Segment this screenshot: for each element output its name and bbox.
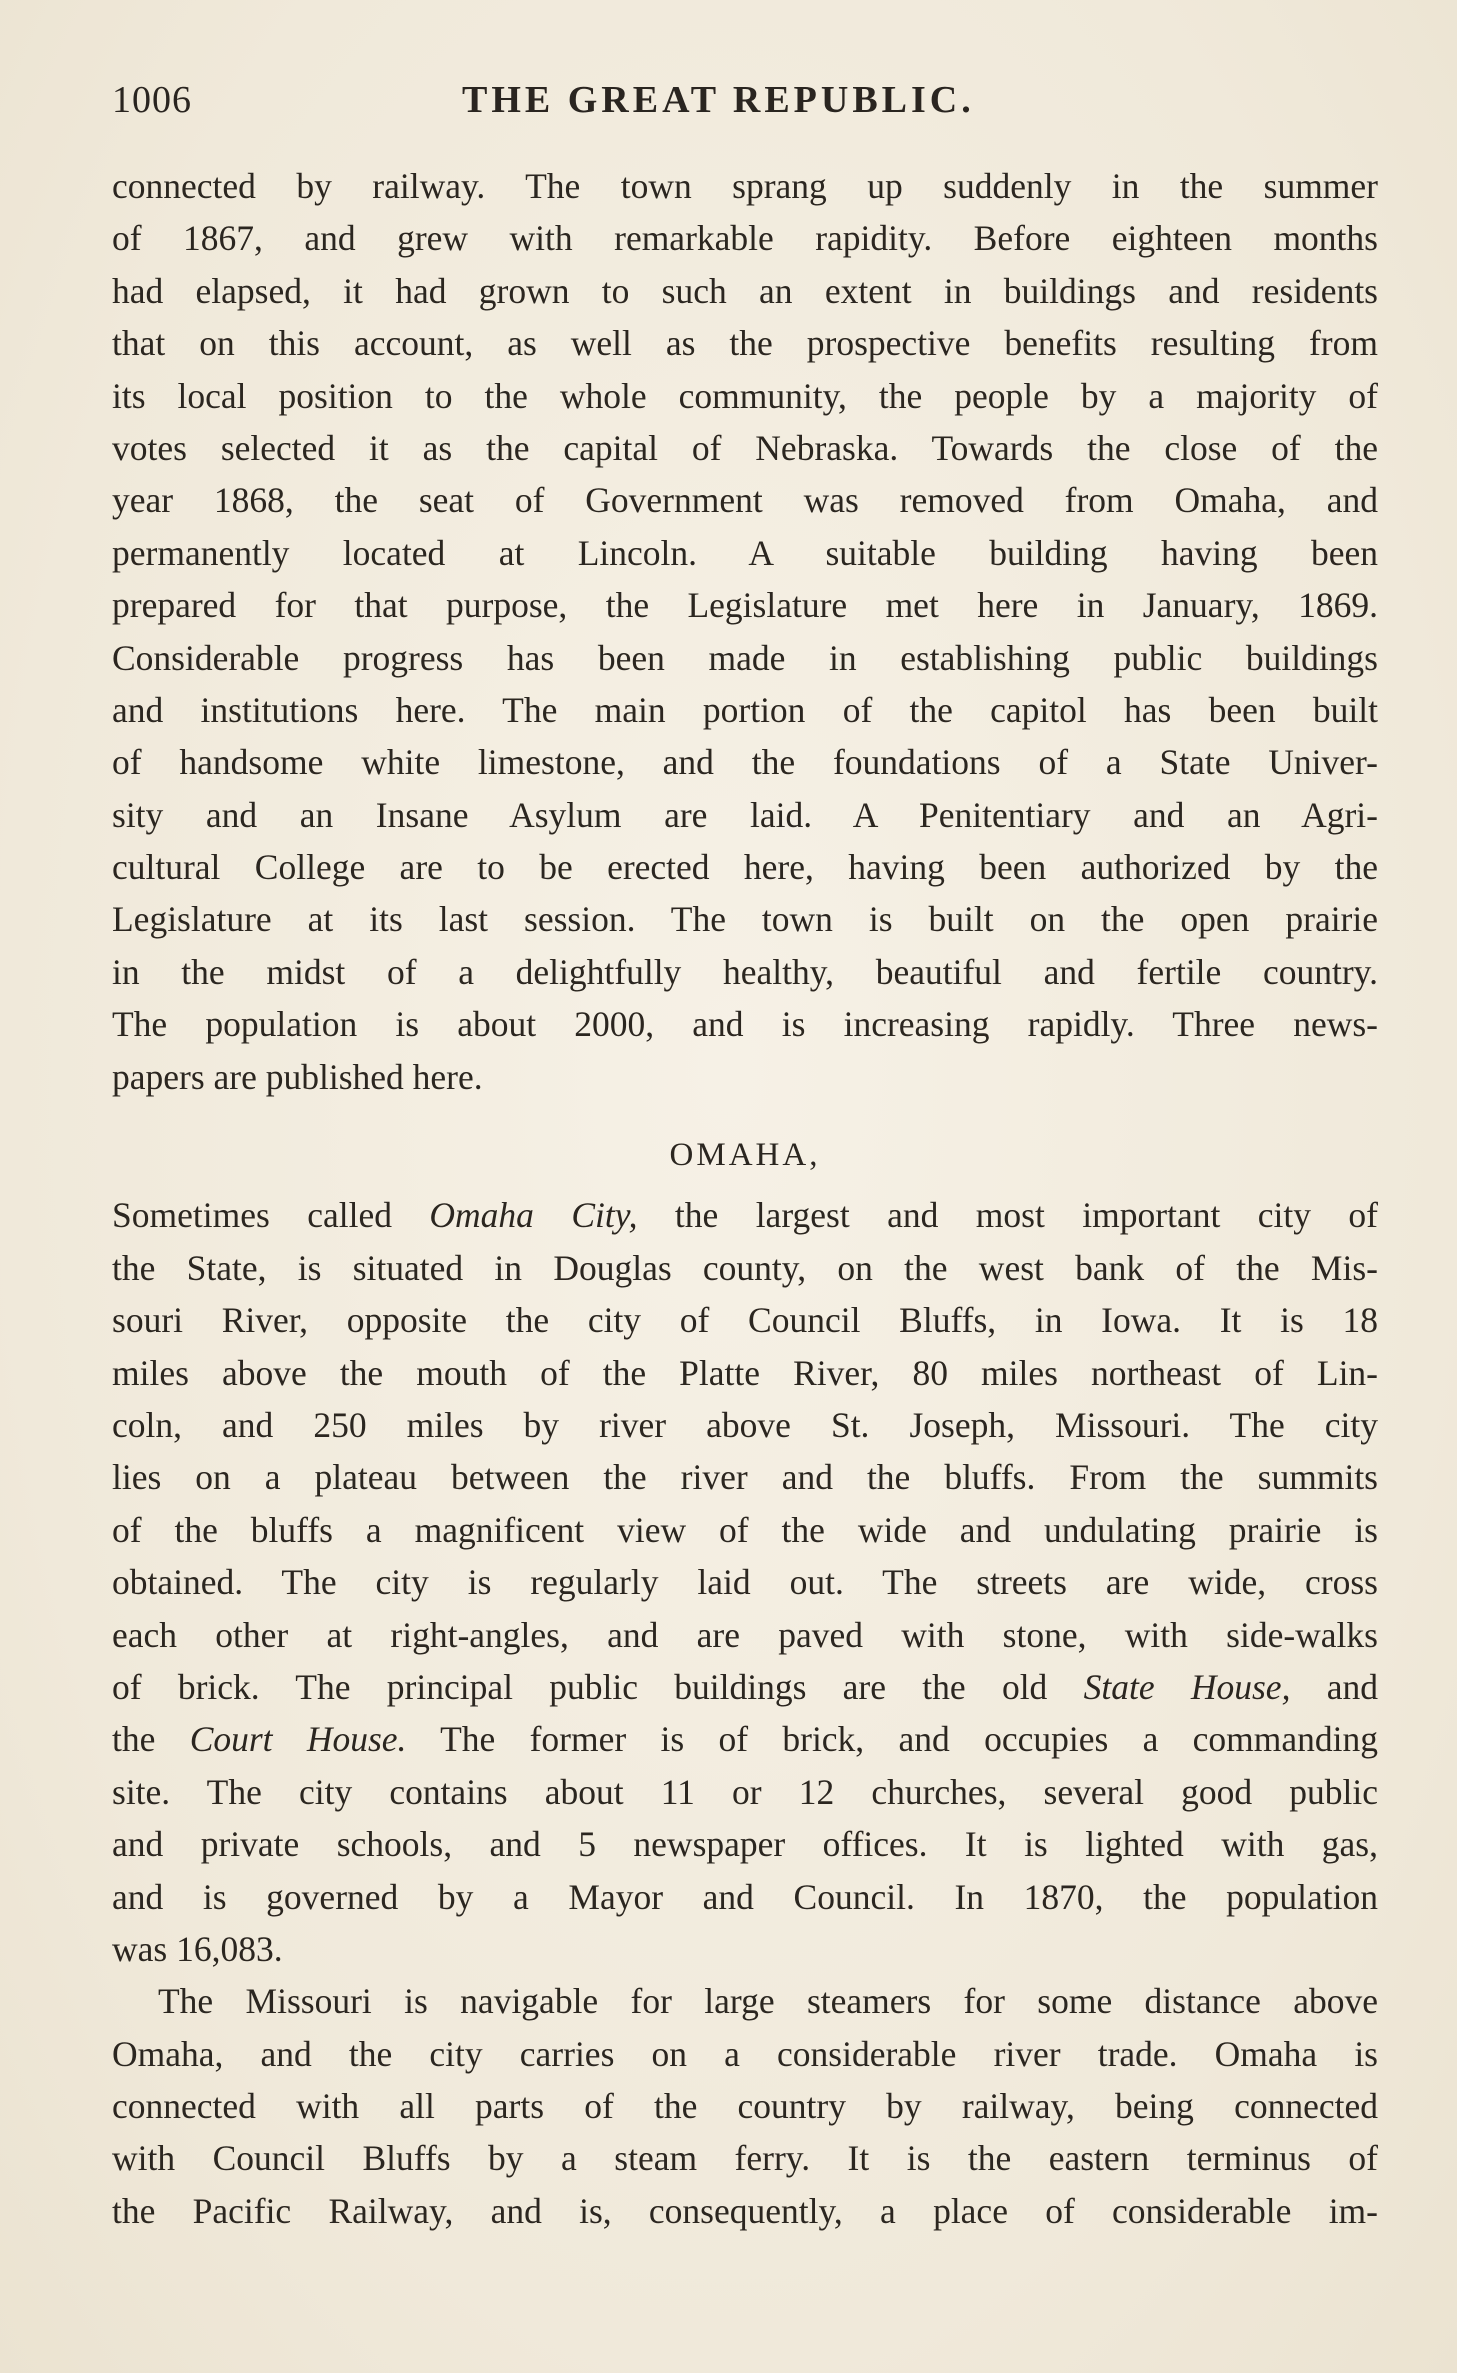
text-line — [112, 1189, 1378, 1241]
page-header — [112, 78, 1372, 134]
paragraph-lincoln-continued — [112, 160, 1378, 1103]
text-line: connected by railway. The town sprang up suddenly in the summer — [112, 166, 1378, 206]
text-line: and is governed by a Mayor and Council. In 1870, the population — [112, 1876, 1378, 1917]
text-line: coln, and 250 miles by river above St. Joseph, Missouri. The city — [112, 1404, 1378, 1445]
text-line: Legislature at its last session. The town is built on the open prairie — [112, 899, 1378, 940]
text-line: souri River, opposite the city of Council Bluffs, in Iowa. It is 18 — [112, 1300, 1378, 1341]
text-line: its local position to the whole community, the people by a majority of — [112, 375, 1378, 416]
italic-text: Court House. — [189, 1719, 407, 1760]
text-line: site. The city contains about 11 or 12 churches, several good public — [112, 1771, 1378, 1812]
text-line: papers are published here. — [112, 1056, 483, 1097]
section-heading: OMAHA, — [669, 1137, 821, 1174]
italic-text: Omaha City, — [429, 1195, 638, 1236]
text-line: and institutions here. The main portion of the capitol has been built — [112, 689, 1378, 730]
text-line — [112, 1661, 1378, 1713]
text-line: of 1867, and grew with remarkable rapidity. Before eighteen months — [112, 218, 1378, 259]
text-run: Sometimes called — [112, 1195, 430, 1236]
page-number: 1006 — [112, 79, 192, 121]
paragraph-missouri — [112, 1975, 1378, 2237]
text-line: permanently located at Lincoln. A suitable building having been — [112, 532, 1378, 573]
text-line: sity and an Insane Asylum are laid. A Penitentiary and an Agri- — [112, 794, 1378, 835]
text-line: the State, is situated in Douglas county, on the west bank of the Mis- — [112, 1247, 1378, 1288]
text-line: prepared for that purpose, the Legislature met here in January, 1869. — [112, 585, 1378, 626]
text-run: the largest and most important city of — [637, 1195, 1378, 1236]
text-run: and — [1290, 1666, 1378, 1707]
text-run: the — [112, 1719, 190, 1760]
text-line: The population is about 2000, and is increasing rapidly. Three news- — [112, 1004, 1378, 1045]
text-line: obtained. The city is regularly laid out. The streets are wide, cross — [112, 1562, 1378, 1603]
text-line: each other at right-angles, and are paved with stone, with side-walks — [112, 1614, 1378, 1655]
text-line: had elapsed, it had grown to such an extent in buildings and residents — [112, 270, 1378, 311]
text-line: Omaha, and the city carries on a considerable river trade. Omaha is — [112, 2033, 1378, 2074]
text-line: The Missouri is navigable for large steamers for some distance above — [158, 1981, 1378, 2022]
text-line: the Pacific Railway, and is, consequently, a place of considerable im- — [112, 2190, 1378, 2231]
text-line: votes selected it as the capital of Nebraska. Towards the close of the — [112, 427, 1378, 468]
text-line: with Council Bluffs by a steam ferry. It is the eastern terminus of — [112, 2138, 1378, 2179]
body-text — [112, 160, 1378, 2237]
text-line: of handsome white limestone, and the foundations of a State Univer- — [112, 742, 1378, 783]
text-line: connected with all parts of the country by railway, being connected — [112, 2086, 1378, 2127]
text-line: Considerable progress has been made in establishing public buildings — [112, 637, 1378, 678]
text-line — [112, 1713, 1378, 1765]
paragraph-omaha — [112, 1189, 1378, 1975]
text-line: in the midst of a delightfully healthy, beautiful and fertile country. — [112, 951, 1378, 992]
text-line: lies on a plateau between the river and the bluffs. From the summits — [112, 1457, 1378, 1498]
text-line: and private schools, and 5 newspaper offices. It is lighted with gas, — [112, 1824, 1378, 1865]
text-line: of the bluffs a magnificent view of the wide and undulating prairie is — [112, 1509, 1378, 1550]
text-run: The former is of brick, and occupies a commanding — [406, 1719, 1378, 1760]
running-title: THE GREAT REPUBLIC. — [462, 79, 975, 121]
text-line: cultural College are to be erected here, having been authorized by the — [112, 847, 1378, 888]
text-run: of brick. The principal public buildings are the old — [112, 1666, 1084, 1707]
text-line: was 16,083. — [112, 1928, 283, 1969]
text-line: that on this account, as well as the prospective benefits resulting from — [112, 323, 1378, 364]
text-line: year 1868, the seat of Government was removed from Omaha, and — [112, 480, 1378, 521]
italic-text: State House, — [1083, 1666, 1291, 1707]
text-line: miles above the mouth of the Platte River, 80 miles northeast of Lin- — [112, 1352, 1378, 1393]
